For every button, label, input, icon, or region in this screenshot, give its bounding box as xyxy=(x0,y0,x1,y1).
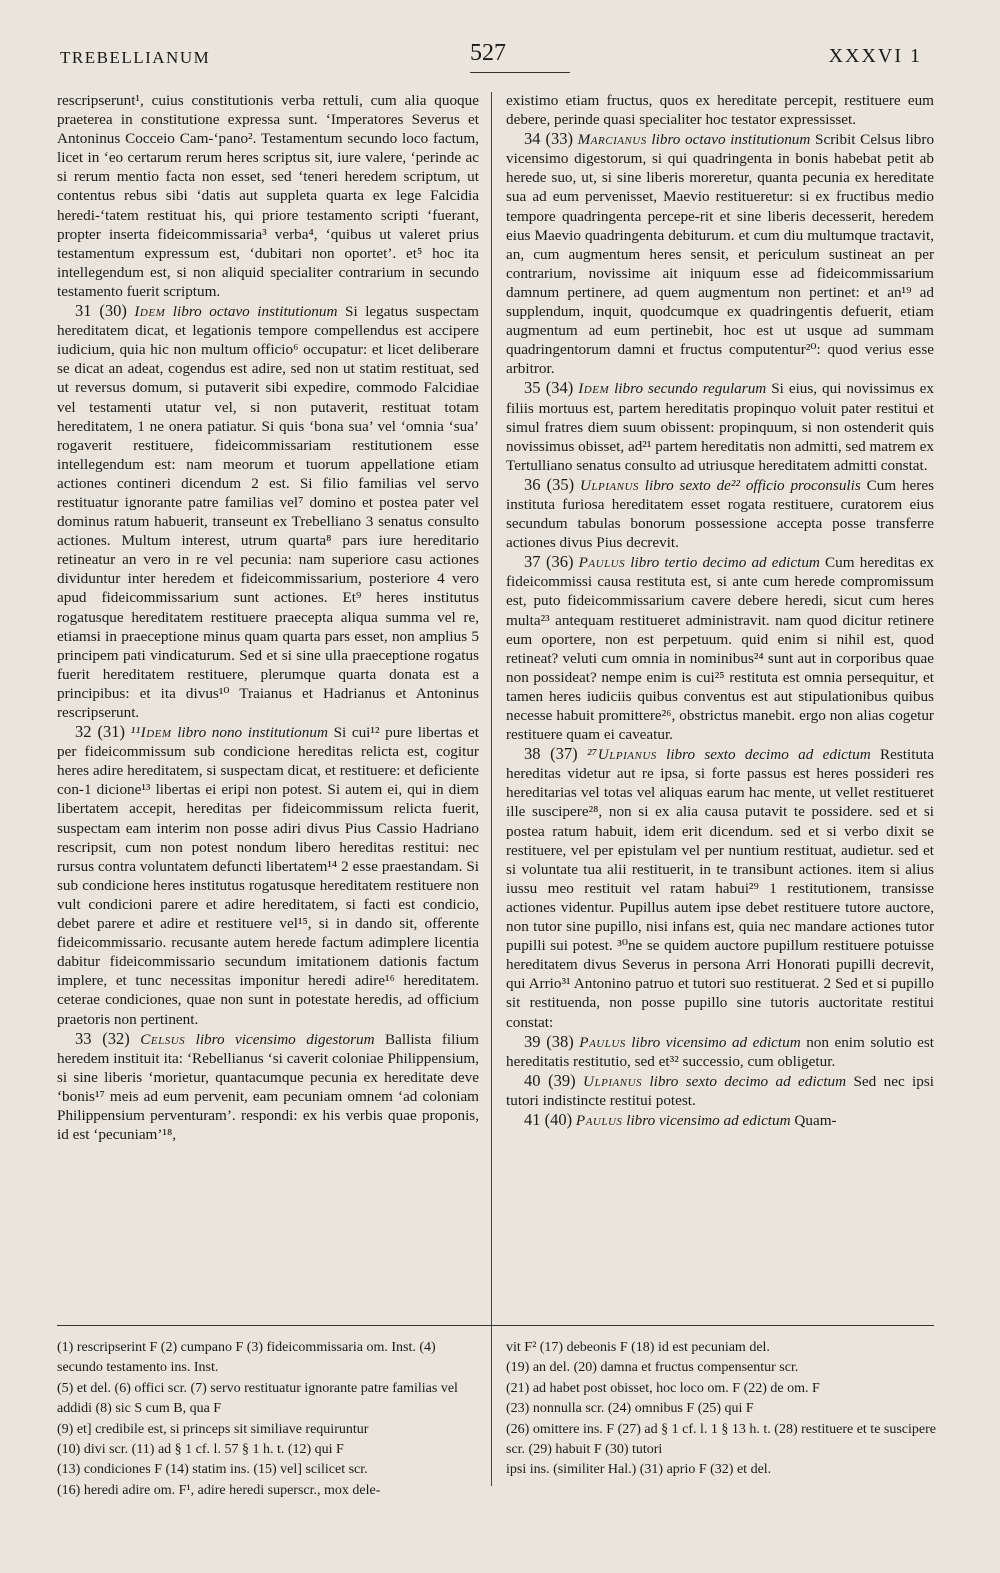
fragment-text: rescripserunt¹, cuius constitutionis verba rettuli, cum alia quoque praeterea in constitutione expressa sunt. ‘Imperatores Severus et Antoninus Cocceio Cam-‘pano². Testamentum secundo loco factum, licet in ‘eo certarum rerum heres scriptus sit, iure valere, ‘perinde ac si rerum mentio facta non esset, sed ‘teneri heredem scriptum, ut contentus rebus sibi ‘datis aut suppleta quarta ex lege Falcidia heredi-‘tatem restituat his, qui priore testamento scripti ‘fuerant, propter inserta fideicommissaria³ verba⁴, ‘quibus ut valeret prius testamentum expressum est, ‘dubitari non oportet’. et⁵ hoc ita intellegendum est, si non aliquid specialiter contrarium in secundo testamento fuerit scriptum. xyxy=(57,92,479,300)
fragment-text: Cum heres instituta furiosa hereditatem esset rogata restituere, curatorem eius secundum tabulas bonorum possessione accepta posse transferre actiones divus Pius decrevit. xyxy=(506,476,934,552)
fragment-text: Quam- xyxy=(794,1111,837,1129)
fragment-author: Paulus xyxy=(579,1033,626,1051)
fragment-number: 34 (33) xyxy=(524,129,573,149)
page-number: 527 xyxy=(470,40,506,66)
fragment-text: Si eius, qui novissimus ex filiis mortuus est, partem hereditatis propinquo voluit pater restitui et simul fratres diem suum obissent: propinquum, si non ostenderit quis novissimus obisset, ad²¹ partem hereditatis non admitti, sed matrem ex Tertulliano senatus consulto ad utriusque hereditatem admitti constat. xyxy=(506,380,934,474)
law-fragment xyxy=(506,475,934,552)
left-text-column xyxy=(57,91,479,1319)
footnote-line: (5) et del. (6) offici scr. (7) servo restituatur ignorante patre familias vel addidi (8) sic S cum B, qua F xyxy=(57,1380,458,1417)
fragment-source: libro secundo regularum xyxy=(614,380,767,398)
fragment-number: 41 (40) xyxy=(524,1109,573,1129)
fragment-text: Scribit Celsus libro vicensimo digestorum, si qui quadringenta in bonis habebat petit ab herede suo, ut, si sine liberis moreretur, quanta pecunia ex hereditate sua ad eum pervenisset, Maevio restitueretur: si ex fructibus medio tempore quadringenta percepe-rit et sine liberis decesserit, heredem eius Maevio quadringenta debiturum. et cum diu multumque tractavit, an, cum augmentum heres sensit, et periculum sustineat an per contrarium, novissime ait iniquum esse ad fideicommissarium damnum pertinere, ad quem augmentum non pertinet: et an¹⁹ ad supplendum, inquit, quodcumque ex quadringentis defuerit, etiam augmentum ad eum pertinebit, hoc est ut usque ad summam quadringentorum damni et fructus computentur²⁰: quod verius esse arbitror. xyxy=(506,131,934,378)
footnotes-left xyxy=(57,1338,477,1568)
fragment-number: 33 (32) xyxy=(75,1028,130,1048)
footnote-line: (13) condiciones F (14) statim ins. (15) vel] scilicet scr. xyxy=(57,1462,368,1478)
fragment-source: libro sexto decimo ad edictum xyxy=(649,1072,847,1090)
fragment-number: 36 (35) xyxy=(524,474,575,494)
fragment-author: ²⁷Ulpianus xyxy=(586,746,657,764)
law-fragment xyxy=(506,744,934,1031)
header-rule xyxy=(470,72,570,73)
fragment-author: Paulus xyxy=(578,554,626,572)
law-fragment xyxy=(57,722,479,1029)
right-text-column xyxy=(506,91,934,1319)
fragment-author: Marcianus xyxy=(577,131,647,149)
footnote-line: (16) heredi adire om. F¹, adire heredi superscr., mox dele- xyxy=(57,1482,381,1498)
fragment-text: Restituta hereditas videtur aut re ipsa, si forte passus est heres possideri res hereditarias vel totas vel aliquas earum hac mente, ut vellet restitueret ille suscipere²⁸, non si ex alia causa putavit te possidere. sed et si postea ratum habuit, idem erit dicendum. sed et si verbo dixit se restituere, vel per epistulam vel per nuntium restituat, audietur. sed et si voluntate tua alii restituerit, in te transibunt actiones. item si alius iussu meo restituit vel ratam habui²⁹ 1 restitutionem, transisse actiones videntur. Pupillus autem ipse debet restituere tutore auctore, non tutor sine pupillo, nisi infans est, quia nec mandare actiones tutor pupilli sui potest. ³⁰ne se quidem auctore pupillum restituere potuisse hereditatem divus Severus in persona Arri Honorati pupilli decrevit, qui Arrio³¹ Antonino patruo et tutori suo restituerat. 2 Sed et si pupillo sit restituenda, non posse pupillo sine tutoris auctoritate restitui constat: xyxy=(506,746,934,1031)
fragment-source: libro sexto decimo ad edictum xyxy=(666,746,871,764)
footnote-line: (26) omittere ins. F (27) ad § 1 cf. l. 1 § 13 h. t. (28) restituere et te suscipere scr. (29) habuit F (30) tutori xyxy=(506,1421,936,1458)
footnotes-right xyxy=(506,1338,936,1568)
law-fragment xyxy=(57,1029,479,1145)
fragment-number: 40 (39) xyxy=(524,1070,576,1090)
footnote-rule xyxy=(57,1325,934,1326)
fragment-author: Celsus xyxy=(140,1030,186,1048)
fragment-number: 35 (34) xyxy=(524,378,574,398)
footnote-line: (21) ad habet post obisset, hoc loco om. F (22) de om. F xyxy=(506,1380,820,1396)
fragment-number: 31 (30) xyxy=(75,301,127,321)
footnote-line: (19) an del. (20) damna et fructus compensentur scr. xyxy=(506,1360,799,1376)
law-fragment xyxy=(57,301,479,722)
fragment-author: ¹¹Idem xyxy=(130,724,172,742)
fragment-author: Ulpianus xyxy=(579,476,639,494)
fragment-author: Idem xyxy=(578,380,610,398)
fragment-source: libro vicensimo ad edictum xyxy=(626,1111,791,1129)
footnote-line: (23) nonnulla scr. (24) omnibus F (25) qui F xyxy=(506,1401,754,1417)
footnote-line: ipsi ins. (similiter Hal.) (31) aprio F (32) et del. xyxy=(506,1462,772,1478)
fragment-number: 37 (36) xyxy=(524,552,574,572)
fragment-text: Si cui¹² pure libertas et per fideicommissum sub condicione hereditas relicta est, cogitur heres adire hereditatem, si suspectam dicat, et restituere: et deficiente con-1 dicione¹³ libertas ei eripi non potest. Si autem ei, qui in diem libertatem accepit, hereditas per fideicommissum relicta fuerit, suspectam eam interim non posse adiri divus Pius Cassio Hadriano rescripsit, cum non potest nondum libero hereditas restitui: nec rursus contra voluntatem defuncti libertatem¹⁴ 2 esse praestandam. Si sub condicione heres institutus rogatusque hereditatem restituere non vult condicioni parere et adire hereditatem, si facti est condicio, debet parere et adire et restituere vel¹⁵, si in dando sit, offerente fideicommissario. recusante autem herede factum adimplere licentia dabitur fideicommissario secundum imitationem dationis factum implere, et tunc necessitas imponitur heredi adire¹⁶ hereditatem. ceterae condiciones, quae non sunt in potestate heredis, ad officium praetoris non pertinent. xyxy=(57,724,479,1028)
running-head-section: XXXVI 1 xyxy=(828,45,922,67)
fragment-source: libro nono institutionum xyxy=(177,724,328,742)
footnote-line: (10) divi scr. (11) ad § 1 cf. l. 57 § 1 h. t. (12) qui F xyxy=(57,1442,344,1458)
fragment-source: libro tertio decimo ad edictum xyxy=(630,554,820,572)
fragment-source: libro vicensimo ad edictum xyxy=(631,1033,801,1051)
fragment-number: 32 (31) xyxy=(75,722,125,742)
fragment-number: 39 (38) xyxy=(524,1031,574,1051)
fragment-source: libro vicensimo digestorum xyxy=(195,1030,375,1048)
fragment-text: existimo etiam fructus, quos ex hereditate percepit, restituere eum debere, perinde quasi specialiter hoc testator expressisset. xyxy=(506,92,934,129)
law-fragment xyxy=(506,552,934,744)
fragment-text: Si legatus suspectam hereditatem dicat, et legationis tempore compellendus est accipere iudicium, quia hic non multum officio⁶ occupatur: et licet deliberare se dicat an adeat, cogendus est adire, sed non ut statim restituat, sed ut reversus domum, si putaverit sibi expedire, commodo Falcidiae vel testamenti utatur vel, si non putaverit, restituat totam hereditatem, 1 ne onera patiatur. Si quis ‘bona sua’ vel ‘omnia ‘sua’ rogaverit restituere, fideicommissariam restitutionem esse intellegendum est: nam meorum et tuorum appellatione etiam actiones contineri dicendum 2 est. Si filio familias vel servo restituatur ignorante patre familias vel⁷ domino et postea pater vel dominus ratum habuerit, transeunt ex Trebelliano 3 senatus consulto actiones. Multum interest, utrum quarta⁸ pars iure hereditario retineatur an vero in re vel pecunia: nam superiore casu actiones dividuntur inter heredem et fideicommissarium, posteriore 4 vero apud fideicommissarium sunt actiones. Et⁹ heres institutus rogatusque hereditatem restituere praecepta aliqua summa vel re, etiamsi in praeceptione minus quam quarta pars esset, non amplius 5 principem pati vindicaturum. Sed et si sine ulla praeceptione rogatus fuerit hereditatem restituere, plerumque quarta donata est a principibus: et ita divus¹⁰ Traianus et Hadrianus et Antoninus rescripserunt. xyxy=(57,303,479,721)
footnote-divider xyxy=(491,1326,492,1486)
footnote-line: (1) rescripserint F (2) cumpano F (3) fideicommissaria om. Inst. (4) secundo testamento ins. Inst. xyxy=(57,1340,436,1376)
fragment-author: Ulpianus xyxy=(583,1072,643,1090)
fragment-source: libro octavo institutionum xyxy=(651,131,811,149)
running-head-title: TREBELLIANUM xyxy=(60,48,211,67)
fragment-text: Sed nec ipsi tutori indistincte restitui potest. xyxy=(506,1072,934,1109)
footnote-line: (9) et] credibile est, si princeps sit similiave requiruntur xyxy=(57,1421,369,1437)
law-fragment xyxy=(57,91,479,301)
fragment-number: 38 (37) xyxy=(524,744,578,764)
law-fragment xyxy=(506,1032,934,1071)
fragment-source: libro octavo institutionum xyxy=(172,303,338,321)
fragment-text: Cum hereditas ex fideicommissi causa restituta est, si ante cum herede compromissum est, puto fideicommissarium cavere debere heredi, sicut cum heres multa²³ antequam restitueret administravit. nam quod dicitur retinere eum oportere, non est perpetuum. quid enim si nihil est, quod retineat? veluti cum omnia in nominibus²⁴ sunt aut in corporibus quae non possideat? nempe enim is cui²⁵ restituta est omnia persequitur, et tamen heres iudiciis quibus conventus est aut stipulationibus quibus necesse habuit promittere²⁶, obstrictus manebit. ergo non alias cogetur restituere quam ei caveatur. xyxy=(506,554,934,744)
law-fragment xyxy=(506,1071,934,1110)
fragment-text: Ballista filium heredem instituit ita: ‘Rebellianus ‘si caverit coloniae Philippensium, si sine liberis ‘morietur, quantacumque pecunia ex hereditate deve ‘bonis¹⁷ meis ad eum pervenit, eam pecuniam omnem ‘ad coloniam Philippensium perventuram’. respondi: ex his verbis quae proponis, id est ‘pecuniam’¹⁸, xyxy=(57,1030,479,1144)
law-fragment xyxy=(506,91,934,129)
law-fragment xyxy=(506,378,934,474)
column-divider xyxy=(491,92,492,1332)
fragment-author: Idem xyxy=(134,303,166,321)
footnote-line: vit F² (17) debeonis F (18) id est pecuniam del. xyxy=(506,1340,770,1355)
fragment-text: non enim solutio est hereditatis restitutio, sed et³² successio, cum obligetur. xyxy=(506,1033,934,1070)
fragment-source: libro sexto de²² officio proconsulis xyxy=(644,476,861,494)
fragment-author: Paulus xyxy=(575,1111,623,1129)
law-fragment xyxy=(506,129,934,378)
law-fragment xyxy=(506,1110,934,1130)
